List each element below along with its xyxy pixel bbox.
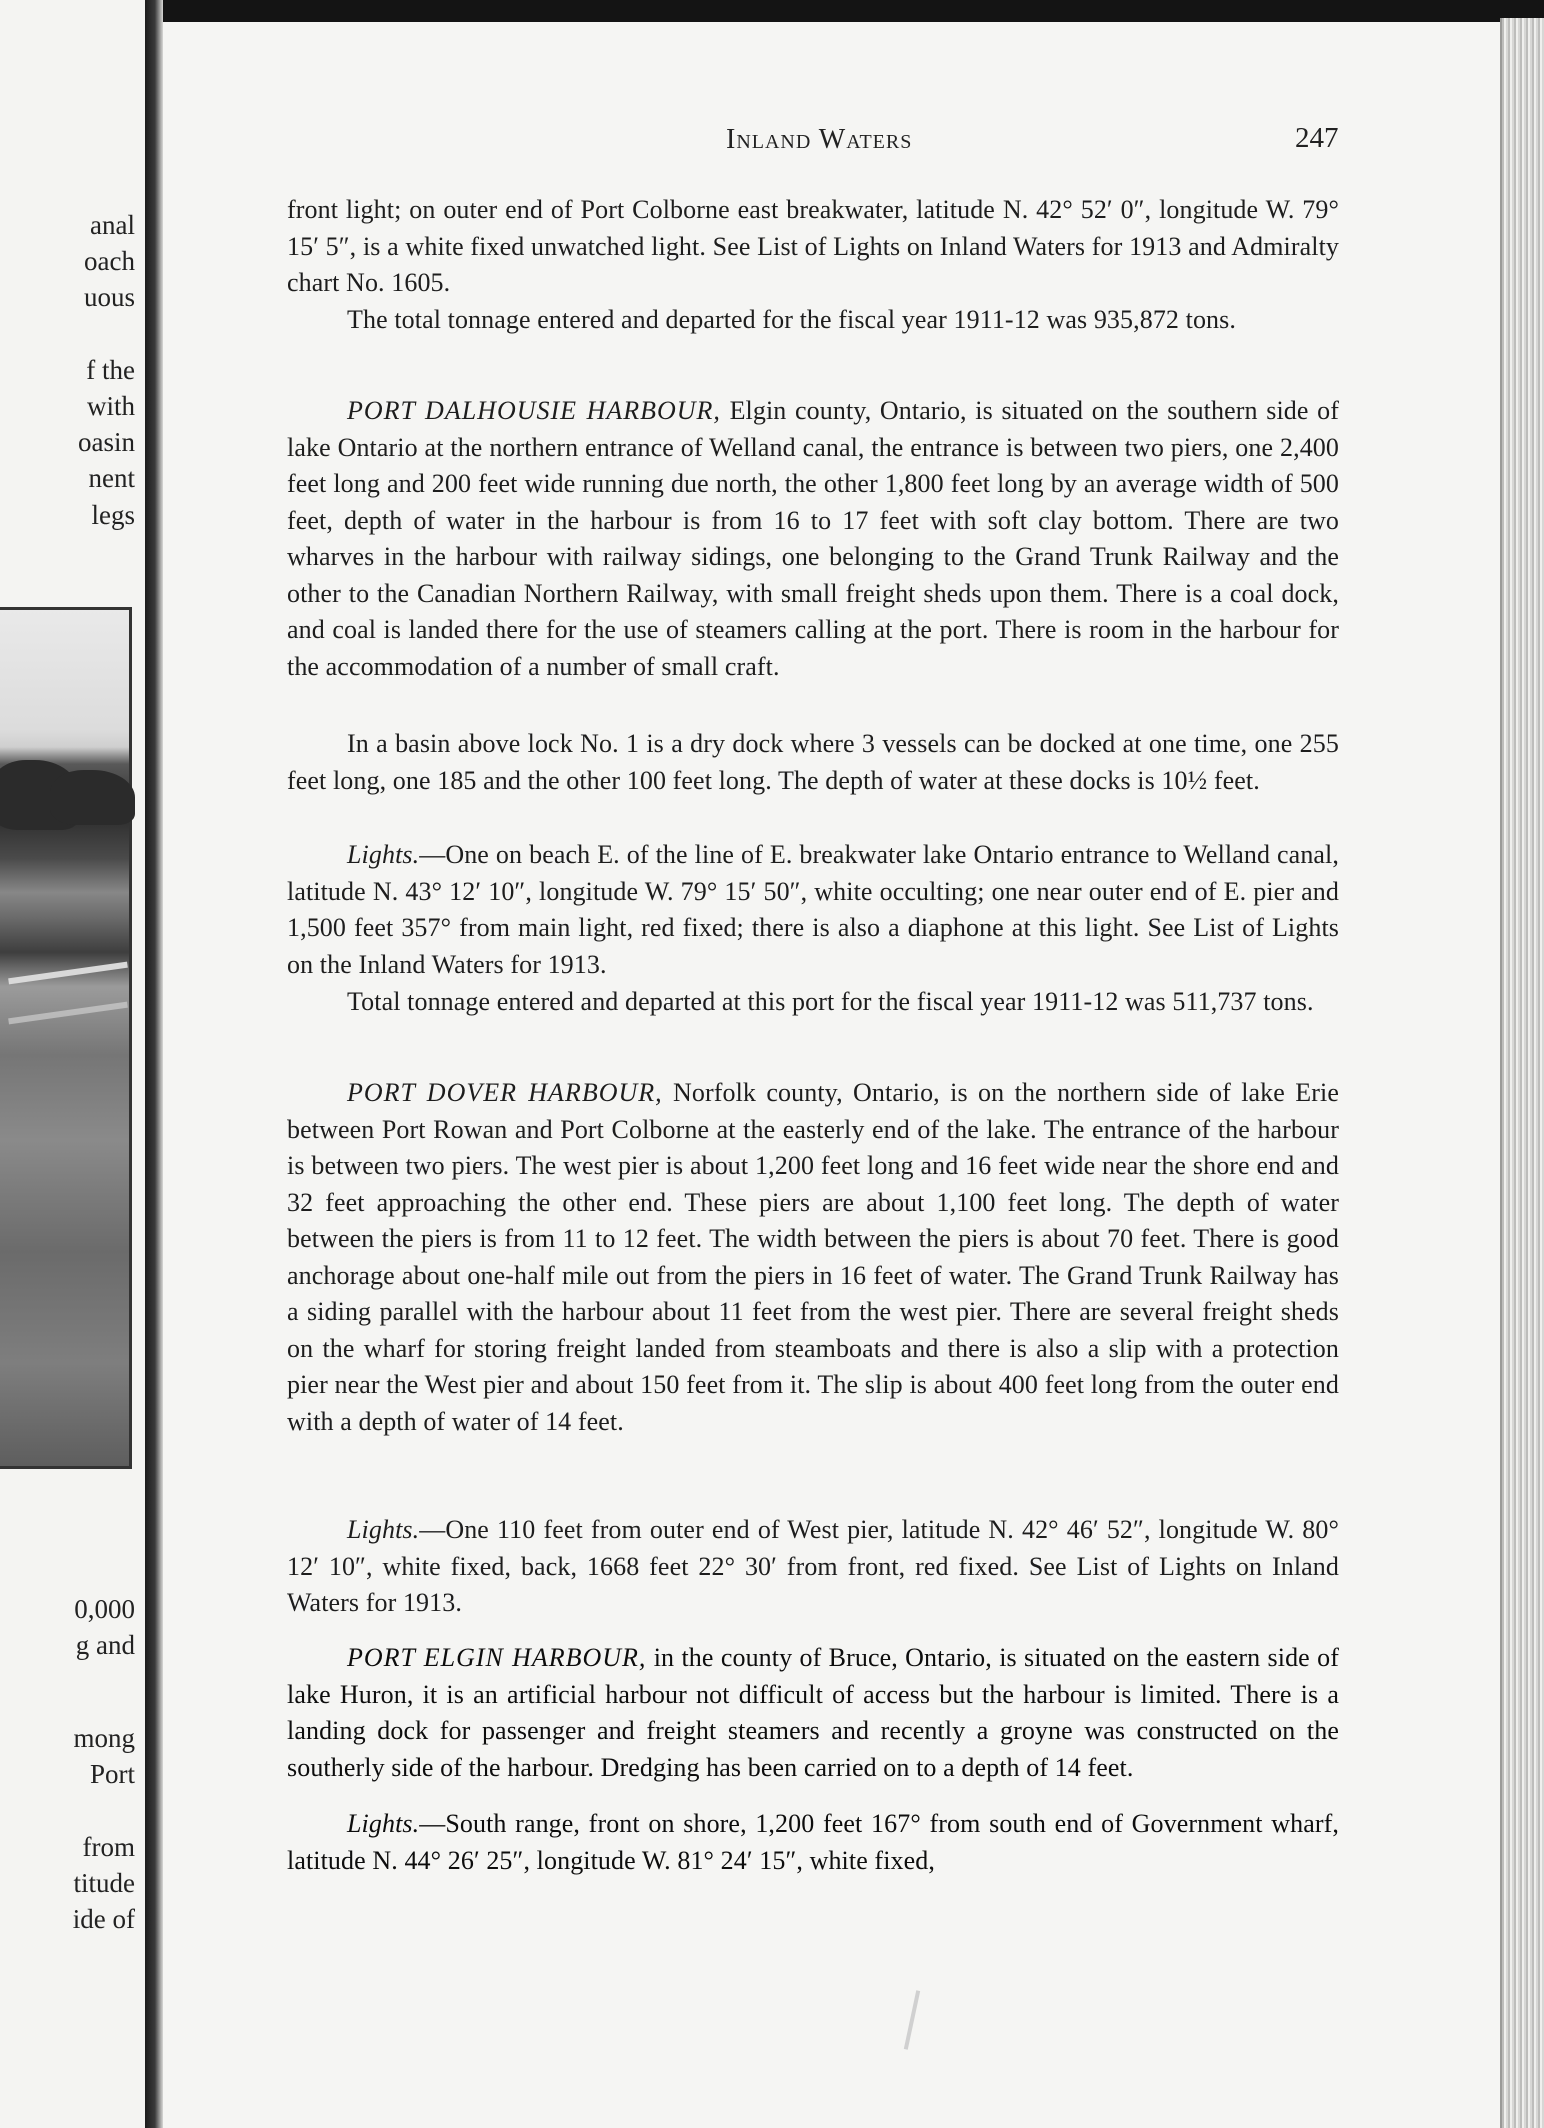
left-page-fragment: from xyxy=(82,1832,135,1862)
paragraph-port-colborne-lights: front light; on outer end of Port Colborne east breakwater, latitude N. 42° 52′ 0″, longitude W. 79° 15′ 5″, is a white fixed unwatched light. See List of Lights on Inland Waters for 1913 and Admiralty chart No. 1605. xyxy=(287,195,1339,297)
paragraph-body: Elgin county, Ontario, is situated on the southern side of lake Ontario at the northern entrance of Welland canal, the entrance is between two piers, one 2,400 feet long and 200 feet wide running due north, the other 1,800 feet long by an average width of 500 feet, depth of water in the harbour is from 16 to 17 feet with soft clay bottom. There are two wharves in the harbour with railway sidings, one belonging to the Grand Trunk Railway and the other to the Canadian Northern Railway, with small freight sheds upon them. There is a coal dock, and coal is landed there for the use of steamers calling at the port. There is room in the harbour for the accommodation of a number of small craft. xyxy=(287,396,1340,681)
page-edge-stack xyxy=(1500,18,1544,2128)
page-number: 247 xyxy=(1295,122,1339,154)
left-page-fragment: f the xyxy=(86,355,135,385)
paragraph-body: —South range, front on shore, 1,200 feet 167° from south end of Government wharf, latitude N. 44° 26′ 25″, longitude W. 81° 24′ 15″, white fixed, xyxy=(287,1809,1339,1875)
paragraph-body: —One on beach E. of the line of E. breakwater lake Ontario entrance to Welland canal, latitude N. 43° 12′ 10″, longitude W. 79° 15′ 50″, white occulting; one near outer end of E. pier and 1,500 feet 357° from main light, red fixed; there is also a diaphone at this light. See List of Lights on the Inland Waters for 1913. xyxy=(287,840,1339,979)
left-page-fragment: 0,000 xyxy=(74,1594,135,1624)
left-page-fragment: oach xyxy=(84,246,135,276)
paragraph-port-elgin-lights xyxy=(287,1806,1339,1879)
left-page-fragment: anal xyxy=(90,210,135,240)
left-page-fragment: ide of xyxy=(72,1904,135,1934)
left-page-fragment: g and xyxy=(75,1630,135,1660)
paragraph-port-dover xyxy=(287,1075,1339,1440)
section-heading-port-dover: PORT DOVER HARBOUR, xyxy=(347,1078,663,1107)
left-page-fragment: Port xyxy=(89,1759,135,1789)
left-page xyxy=(0,0,145,2128)
section-heading-port-dalhousie: PORT DALHOUSIE HARBOUR, xyxy=(347,396,721,425)
left-page-fragment: uous xyxy=(83,282,135,312)
paragraph-dry-dock: In a basin above lock No. 1 is a dry dock where 3 vessels can be docked at one time, one 255 feet long, one 185 and the other 100 feet long. The depth of water at these docks is 10½ feet. xyxy=(287,729,1339,795)
paragraph-body: Norfolk county, Ontario, is on the northern side of lake Erie between Port Rowan and Port Colborne at the easterly end of the lake. The entrance of the harbour is between two piers. The west pier is about 1,200 feet long and 16 feet wide near the shore end and 32 feet approaching the other end. These piers are about 1,100 feet long. The depth of water between the piers is from 11 to 12 feet. The width between the piers is about 70 feet. There is good anchorage about one-half mile out from the piers in 16 feet of water. The Grand Trunk Railway has a siding parallel with the harbour about 11 feet from the west pier. There are several freight sheds on the wharf for storing freight landed from steamboats and there is also a slip with a protection pier near the West pier and about 150 feet from it. The slip is about 400 feet long from the outer end with a depth of water of 14 feet. xyxy=(287,1078,1339,1436)
paragraph-body: —One 110 feet from outer end of West pier, latitude N. 42° 46′ 52″, longitude W. 80° 12′ 10″, white fixed, back, 1668 feet 22° 30′ from front, red fixed. See List of Lights on Inland Waters for 1913. xyxy=(287,1515,1339,1617)
left-page-fragment: with xyxy=(86,391,135,421)
paragraph-port-dover-lights xyxy=(287,1512,1339,1622)
paragraph-body: in the county of Bruce, Ontario, is situated on the eastern side of lake Huron, it is an artificial harbour not difficult of access but the harbour is limited. There is a landing dock for passenger and freight steamers and recently a groyne was constructed on the southerly side of the harbour. Dredging has been carried on to a depth of 14 feet. xyxy=(287,1643,1339,1782)
paragraph-port-dalhousie-lights xyxy=(287,837,1339,983)
paragraph-port-elgin xyxy=(287,1640,1339,1786)
left-page-fragment: mong xyxy=(73,1723,135,1753)
page-top-shadow xyxy=(163,0,1544,22)
lights-label: Lights. xyxy=(347,1515,420,1544)
paragraph-port-dalhousie-tonnage: Total tonnage entered and departed at this port for the fiscal year 1911-12 was 511,737 tons. xyxy=(347,987,1314,1016)
book-gutter xyxy=(145,0,163,2128)
running-header: Inland Waters xyxy=(726,124,913,155)
paragraph-port-colborne-tonnage: The total tonnage entered and departed for the fiscal year 1911-12 was 935,872 tons. xyxy=(347,305,1236,334)
left-page-fragment: oasin xyxy=(78,427,135,457)
lights-label: Lights. xyxy=(347,840,420,869)
photo-railing xyxy=(8,1002,128,1025)
left-page-photograph xyxy=(0,607,132,1469)
left-page-fragment: titude xyxy=(73,1868,135,1898)
left-page-fragment: nent xyxy=(88,463,135,493)
lights-label: Lights. xyxy=(347,1809,420,1838)
photo-railing xyxy=(8,962,128,985)
photo-tree-shape xyxy=(50,770,135,825)
left-page-fragment: legs xyxy=(91,500,135,530)
paragraph-port-dalhousie xyxy=(287,393,1339,685)
section-heading-port-elgin: PORT ELGIN HARBOUR, xyxy=(347,1643,647,1672)
